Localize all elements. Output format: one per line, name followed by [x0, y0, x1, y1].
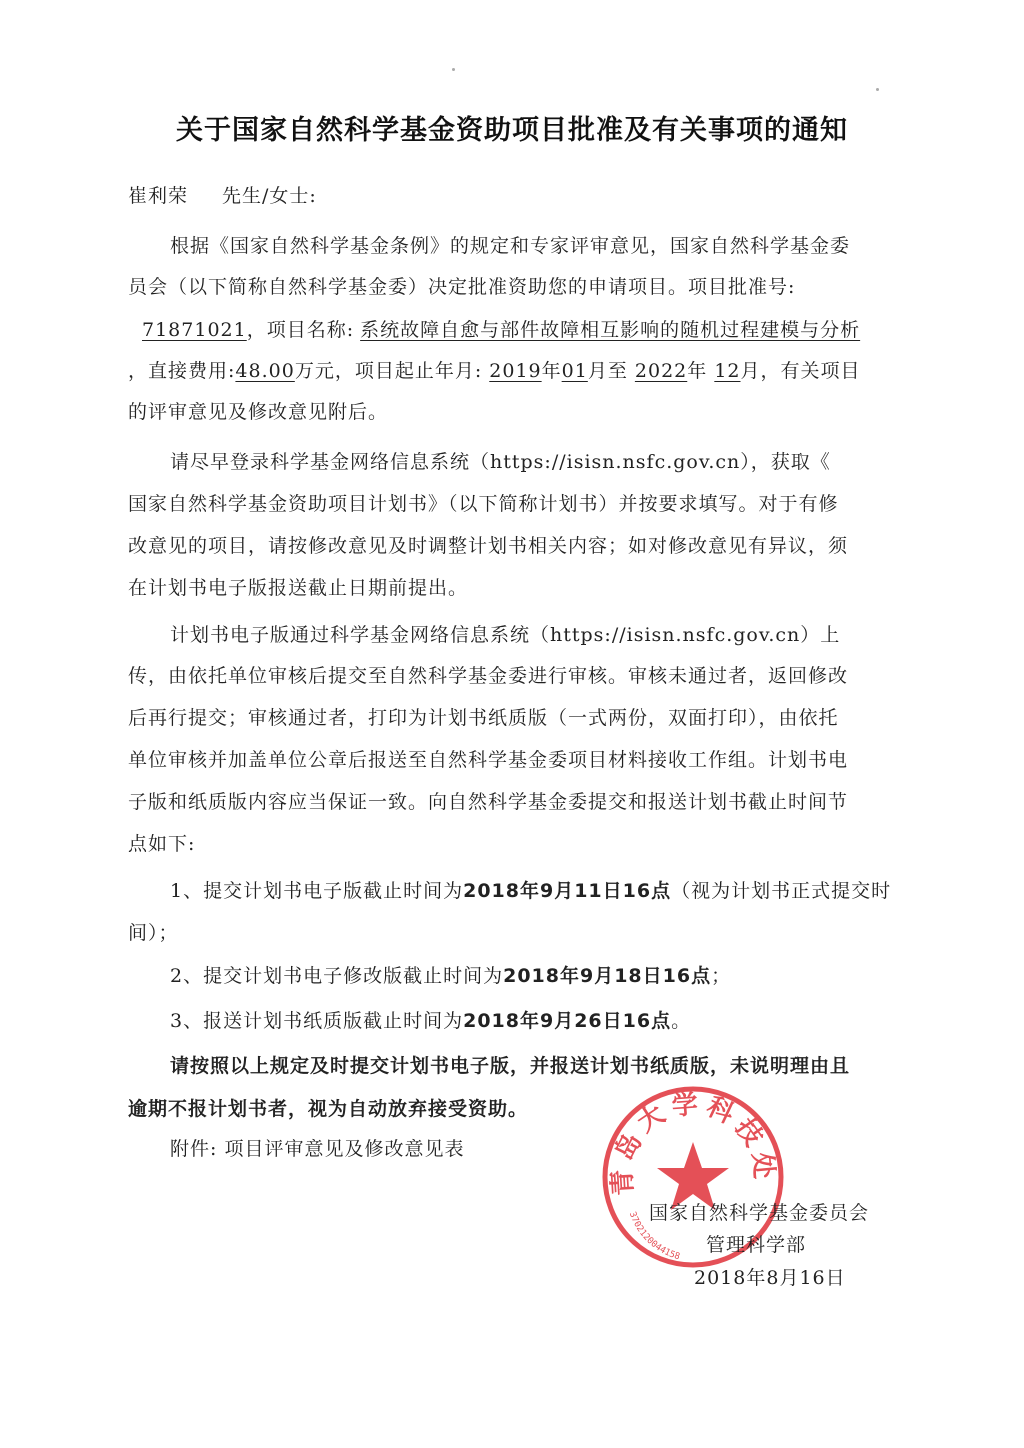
issue-date: 2018年8月16日: [694, 1267, 846, 1289]
recipient-name: 崔利荣: [128, 185, 189, 207]
para2-line3: 改意见的项目，请按修改意见及时调整计划书相关内容；如对修改意见有异议，须: [128, 535, 849, 557]
start-year: 2019: [489, 360, 542, 382]
para3-line2: 传，由依托单位审核后提交至自然科学基金委进行审核。审核未通过者，返回修改: [128, 665, 849, 687]
deadline-text: 3、报送计划书纸质版截止时间为: [170, 1010, 464, 1032]
approval-number: 71871021: [142, 319, 247, 341]
para2-line2: 国家自然科学基金资助项目计划书》（以下简称计划书）并按要求填写。对于有修: [128, 493, 839, 515]
deadline-note: 。: [671, 1010, 692, 1032]
para3-line6: 点如下:: [128, 833, 196, 855]
deadline-item: [170, 1008, 930, 1034]
deadline-time: 2018年9月26日16点: [463, 1010, 672, 1032]
scan-speck: [876, 88, 879, 91]
deadline-item: [170, 878, 930, 904]
deadline-text: 1、提交计划书电子版截止时间为: [170, 880, 464, 902]
warning-line2: 逾期不报计划书者，视为自动放弃接受资助。: [128, 1098, 529, 1120]
para1-line4: [128, 358, 888, 384]
cost-label: ，直接费用:: [128, 360, 236, 382]
para3-line3: 后再行提交；审核通过者，打印为计划书纸质版（一式两份，双面打印），由依托: [128, 707, 839, 729]
period-tail: 月，有关项目: [740, 360, 861, 382]
seal-number: 3702120044158: [626, 1210, 682, 1263]
para1-line3: [128, 317, 888, 343]
para3-line5: 子版和纸质版内容应当保证一致。向自然科学基金委提交和报送计划书截止时间节: [128, 791, 849, 813]
project-name: 系统故障自愈与部件故障相互影响的随机过程建模与分析: [360, 319, 861, 341]
deadline-note: （视为计划书正式提交时: [671, 880, 892, 902]
project-name-label: ，项目名称:: [246, 319, 355, 341]
salutation: [128, 183, 888, 209]
honorific: 先生/女士:: [222, 185, 317, 207]
deadline-item-cont: 间）；: [128, 922, 179, 944]
year-char: 年: [687, 360, 708, 382]
end-year: 2022: [634, 360, 688, 382]
para1-line2: 员会（以下简称自然科学基金委）决定批准资助您的申请项目。项目批准号:: [128, 276, 796, 298]
para1-line1: 根据《国家自然科学基金条例》的规定和专家评审意见，国家自然科学基金委: [170, 235, 851, 257]
deadline-time: 2018年9月18日16点: [503, 965, 712, 987]
scan-speck: [452, 68, 455, 71]
issuing-organization: 国家自然科学基金委员会: [649, 1202, 870, 1224]
para3-line4: 单位审核并加盖单位公章后报送至自然科学基金委项目材料接收工作组。计划书电: [128, 749, 849, 771]
direct-cost: 48.00: [235, 360, 295, 382]
attachment-note: 附件: 项目评审意见及修改意见表: [170, 1138, 465, 1160]
deadline-time: 2018年9月11日16点: [463, 880, 672, 902]
para2-line1: 请尽早登录科学基金网络信息系统（https://isisn.nsfc.gov.cn），获取《: [170, 451, 831, 473]
cost-unit: 万元，项目起止年月:: [294, 360, 483, 382]
deadline-note: ；: [711, 965, 732, 987]
deadline-item: [170, 963, 930, 989]
para2-line4: 在计划书电子版报送截止日期前提出。: [128, 577, 469, 599]
para1-line5: 的评审意见及修改意见附后。: [128, 401, 389, 423]
seal-text: 青岛大学科技处: [607, 1089, 780, 1197]
year-char: 年: [541, 360, 562, 382]
start-month: 01: [561, 360, 588, 382]
warning-line1: 请按照以上规定及时提交计划书电子版，并报送计划书纸质版，未说明理由且: [170, 1055, 851, 1077]
para3-line1: 计划书电子版通过科学基金网络信息系统（https://isisn.nsfc.gov.cn）上: [170, 624, 841, 646]
month-to: 月至: [587, 360, 628, 382]
issuing-department: 管理科学部: [706, 1234, 807, 1256]
end-month: 12: [714, 360, 741, 382]
document-title: 关于国家自然科学基金资助项目批准及有关事项的通知: [176, 115, 848, 146]
deadline-text: 2、提交计划书电子修改版截止时间为: [170, 965, 504, 987]
